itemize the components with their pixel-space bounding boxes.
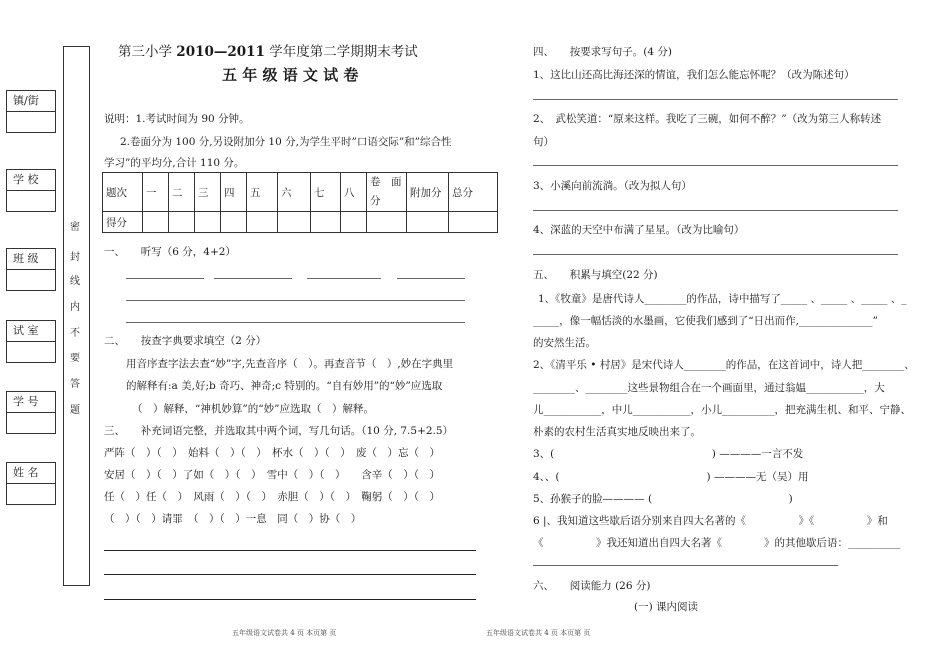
school-label: 学 校 [7, 170, 55, 191]
question-text: 1、这比山还高比海还深的情谊，我们怎么能忘怀呢？（改为陈述句） [533, 69, 855, 81]
score-cell[interactable] [143, 212, 169, 233]
table-header-cell: 七 [311, 173, 341, 212]
seal-char: 要 [70, 353, 80, 364]
table-header-cell: 题次 [103, 173, 143, 212]
subsection-heading: (一) 课内阅读 [634, 601, 699, 613]
question-text: 《 》我还知道出自四大名著《 》的其他歇后语：__________ [533, 537, 901, 549]
question-text: 6 |、我知道这些歇后语分别来自四大名著的《 》《 》和 [533, 515, 888, 527]
seal-char: 线 [70, 276, 80, 287]
score-table [102, 172, 498, 233]
table-header-cell: 附加分 [407, 173, 449, 212]
table-header-cell: 八 [341, 173, 367, 212]
seal-char: 封 [70, 252, 80, 263]
table-header-cell: 六 [278, 173, 311, 212]
question-text: 4、、( ) ————无（吴）用 [533, 471, 809, 483]
answer-line[interactable] [533, 99, 898, 100]
score-cell[interactable] [407, 212, 449, 233]
instruction-line: 说明：1.考试时间为 90 分钟。 [104, 113, 250, 125]
answer-line[interactable] [397, 278, 465, 279]
name-box [6, 462, 56, 505]
idiom-row: 任（ ）任（ ） 风雨（ ）（ ） 赤胆（ ）（ ） 鞠躬（ ）（ ） [104, 491, 440, 503]
exam-room-label: 试 室 [7, 321, 55, 342]
question-text: 3、小溪向前流淌。（改为拟人句） [533, 180, 692, 192]
score-cell[interactable] [169, 212, 195, 233]
section-heading: 四、 按要求写句子。(4 分) [533, 46, 672, 58]
score-cell[interactable] [367, 212, 407, 233]
section-heading: 五、 积累与填空(22 分) [533, 269, 658, 281]
class-label: 班 级 [7, 249, 55, 270]
town-box [6, 90, 56, 133]
question-text: 2、《清平乐 • 村居》是宋代诗人________的作品，在这首词中，诗人把________、 [533, 359, 915, 371]
table-row-label: 得分 [103, 212, 143, 233]
answer-line[interactable] [126, 278, 204, 279]
score-cell[interactable] [278, 212, 311, 233]
question-text: （ ）解释，“神机妙算”的“妙”应选取（ ）解释。 [132, 403, 374, 415]
answer-line[interactable] [533, 165, 898, 166]
student-id-field[interactable] [7, 413, 55, 433]
score-cell[interactable] [221, 212, 247, 233]
class-field[interactable] [7, 270, 55, 290]
section-heading: 三、 补充词语完整，并选取其中两个词，写几句话。（10 分, 7.5+2.5） [104, 425, 454, 437]
score-cell[interactable] [195, 212, 221, 233]
question-text: 3、( ) ————一言不发 [533, 448, 804, 460]
school-box [6, 169, 56, 212]
question-text: _____，像一幅恬淡的水墨画，它使我们感到了“日出而作,______________” [533, 315, 878, 327]
question-text: ________、________这些景物组合在一个画面里，通过翁媪___________，大 [533, 382, 885, 394]
score-cell[interactable] [311, 212, 341, 233]
table-header-cell: 卷 面 分 [367, 173, 407, 212]
table-header-cell: 四 [221, 173, 247, 212]
answer-line[interactable] [214, 278, 292, 279]
question-text: 的解释有:a 美,好;b 奇巧、神奇;c 特别的。“自有妙用”的“妙”应选取 [126, 380, 443, 392]
seal-char: 内 [70, 302, 80, 313]
exam-subtitle: 五 年 级 语 文 试 卷 [222, 66, 359, 84]
instruction-line: 学习”的平均分,合计 110 分。 [104, 157, 245, 169]
answer-line[interactable] [126, 300, 465, 301]
score-cell[interactable] [449, 212, 498, 233]
student-id-box [6, 391, 56, 434]
score-cell[interactable] [341, 212, 367, 233]
section-heading: 二、 按查字典要求填空（2 分） [104, 335, 267, 347]
instruction-line: 2.卷面分为 100 分,另设附加分 10 分,为学生平时”口语交际”和”综合性 [120, 136, 452, 148]
idiom-row: 安居（ ）（ ）了如（ ）（ ） 雪中（ ）（ ） 含辛（ ）（ ） [104, 469, 440, 481]
town-label: 镇/街 [7, 91, 55, 112]
seal-char: 不 [70, 328, 80, 339]
answer-line[interactable] [307, 278, 381, 279]
idiom-row: 严阵（ ）（ ） 始料（ ）（ ） 杯水（ ）（ ） 废（ ）忘（ ） [104, 447, 440, 459]
answer-line[interactable] [533, 565, 838, 566]
exam-room-field[interactable] [7, 342, 55, 362]
seal-char: 密 [70, 222, 80, 233]
question-text: 句） [533, 136, 554, 148]
seal-char: 题 [70, 405, 80, 416]
student-id-label: 学 号 [7, 392, 55, 413]
table-header-cell: 一 [143, 173, 169, 212]
table-header-cell: 二 [169, 173, 195, 212]
question-text: 1、《牧童》是唐代诗人________的作品，诗中描写了_____ 、_____ 、_____ 、_ [538, 293, 907, 305]
table-header-cell: 三 [195, 173, 221, 212]
page-footer: 五年级语文试卷共 4 页 本页第 页 [486, 629, 591, 637]
question-text: 儿___________，中儿___________，小儿__________，把充满生机、和平、宁静、 [533, 404, 911, 416]
idiom-row: （ ）（ ）请罪 （ ）（ ）一息 同（ ）协（ ） [104, 513, 362, 525]
question-text: 的安然生活。 [533, 337, 596, 349]
question-text: 5、孙猴子的脸———— ( ) [533, 493, 793, 505]
writing-line[interactable] [104, 574, 476, 575]
page-footer: 五年级语文试卷共 4 页 本页第 页 [232, 629, 337, 637]
exam-room-box [6, 320, 56, 363]
table-header-cell: 五 [247, 173, 278, 212]
seal-char: 答 [70, 379, 80, 390]
seal-column [63, 46, 90, 586]
section-heading: 一、 听写（6 分，4+2） [104, 246, 236, 258]
name-field[interactable] [7, 484, 55, 504]
section-heading: 六、 阅读能力 (26 分) [533, 580, 651, 592]
question-text: 2、 武松笑道：“原来这样。我吃了三碗，如何不醉？”（改为第三人称转述 [533, 113, 882, 125]
writing-line[interactable] [104, 550, 476, 551]
answer-line[interactable] [533, 254, 898, 255]
town-field[interactable] [7, 112, 55, 132]
exam-title: 第三小学 2010—2011 学年度第二学期期末考试 [118, 44, 418, 60]
answer-line[interactable] [533, 210, 898, 211]
question-text: 朴素的农村生活真实地反映出来了。 [533, 426, 701, 438]
class-box [6, 248, 56, 291]
question-text: 4、深蓝的天空中布满了星星。（改为比喻句） [533, 224, 745, 236]
school-field[interactable] [7, 191, 55, 211]
table-header-cell: 总分 [449, 173, 498, 212]
writing-line[interactable] [104, 599, 476, 600]
name-label: 姓 名 [7, 463, 55, 484]
answer-line[interactable] [126, 322, 465, 323]
score-cell[interactable] [247, 212, 278, 233]
question-text: 用音序查字法去查“妙”字,先查音序（ ）。再查音节（ ）,妙在字典里 [126, 358, 454, 370]
